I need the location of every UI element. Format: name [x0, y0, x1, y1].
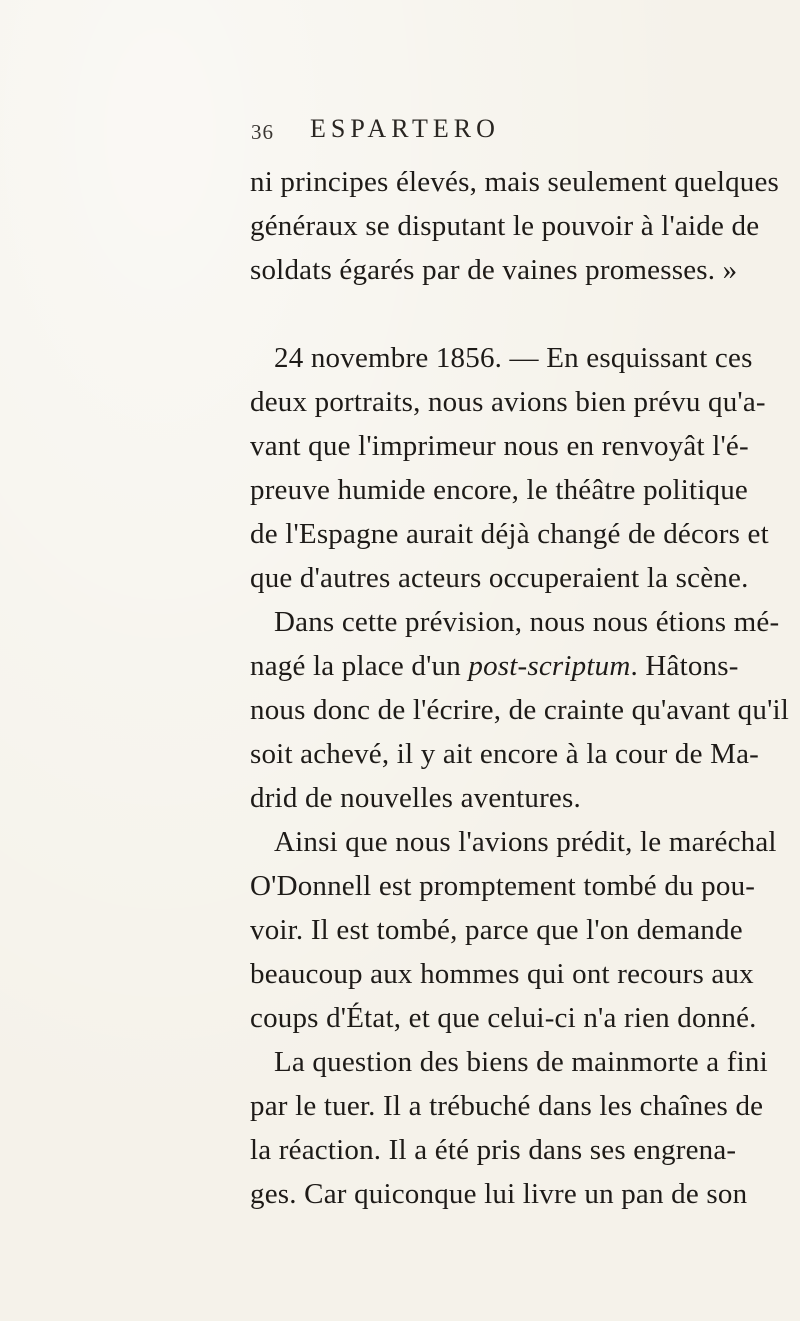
text-line: ni principes élevés, mais seulement quelques	[250, 166, 780, 198]
text-fragment: nagé la place d'un	[250, 650, 461, 682]
page-number: 36	[251, 120, 274, 144]
text-line-mixed	[250, 644, 739, 688]
italic-term: post-scriptum	[468, 650, 631, 682]
text-line: Dans cette prévision, nous nous étions mé-	[274, 606, 780, 638]
text-line: La question des biens de mainmorte a fini	[274, 1046, 768, 1078]
text-fragment: . Hâtons-	[630, 650, 739, 682]
text-line: soldats égarés par de vaines promesses. »	[250, 254, 738, 286]
text-line: soit achevé, il y ait encore à la cour de Ma-	[250, 738, 760, 770]
text-line: 24 novembre 1856. — En esquissant ces	[274, 342, 753, 374]
text-line: voir. Il est tombé, parce que l'on demande	[250, 914, 743, 946]
text-line: coups d'État, et que celui-ci n'a rien donné.	[250, 1002, 757, 1034]
body-text	[250, 160, 790, 1216]
text-line: de l'Espagne aurait déjà changé de décors et	[250, 518, 769, 550]
paragraph-gap	[250, 292, 736, 336]
text-line: beaucoup aux hommes qui ont recours aux	[250, 958, 754, 990]
text-line: par le tuer. Il a trébuché dans les chaînes de	[250, 1090, 764, 1122]
text-line: nous donc de l'écrire, de crainte qu'avant qu'il	[250, 694, 790, 726]
text-line: preuve humide encore, le théâtre politique	[250, 474, 748, 506]
running-title: ESPARTERO	[310, 114, 500, 143]
text-line: la réaction. Il a été pris dans ses engrena-	[250, 1134, 737, 1166]
text-line: deux portraits, nous avions bien prévu qu'a-	[250, 386, 766, 418]
text-line: généraux se disputant le pouvoir à l'aide de	[250, 210, 760, 242]
text-line: ges. Car quiconque lui livre un pan de son	[250, 1178, 748, 1210]
text-line: O'Donnell est promptement tombé du pou-	[250, 870, 756, 902]
text-line: Ainsi que nous l'avions prédit, le maréchal	[274, 826, 777, 858]
page-header	[0, 112, 800, 152]
text-line: drid de nouvelles aventures.	[250, 782, 581, 814]
text-line: vant que l'imprimeur nous en renvoyât l'é-	[250, 430, 749, 462]
text-line: que d'autres acteurs occuperaient la scène.	[250, 562, 749, 594]
